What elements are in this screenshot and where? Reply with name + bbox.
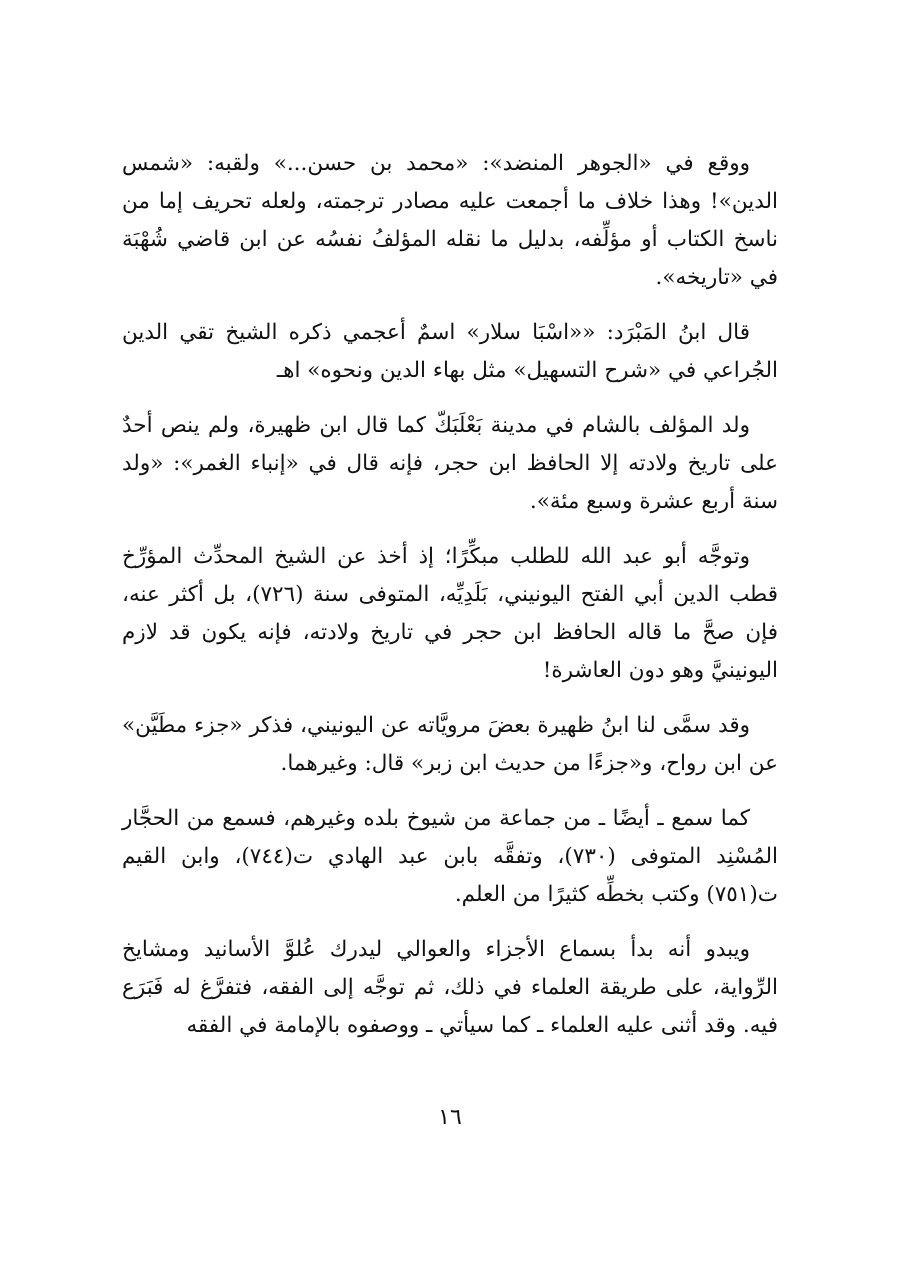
- paragraph-3: ولد المؤلف بالشام في مدينة بَعْلَبَكّ كما قال ابن ظهيرة، ولم ينص أحدٌ على تاريخ ولادته إلا الحافظ ابن حجر، فإنه قال في «إنباء الغمر»: «ولد سنة أربع عشرة وسبع مئة».: [122, 413, 778, 514]
- paragraph-4: وتوجَّه أبو عبد الله للطلب مبكِّرًا؛ إذ أخذ عن الشيخ المحدِّث المؤرِّخ قطب الدين أبي الفتح اليونيني، بَلَدِيِّه، المتوفى سنة (٧٢٦)، بل أكثر عنه، فإن صحَّ ما قاله الحافظ ابن حجر في تاريخ ولادته، فإنه يكون قد لازم اليونينيَّ وهو دون العاشرة!: [122, 544, 778, 683]
- paragraph-1: ووقع في «الجوهر المنضد»: «محمد بن حسن...» ولقبه: «شمس الدين»! وهذا خلاف ما أجمعت عليه مصادر ترجمته، ولعله تحريف إما من ناسخ الكتاب أو مؤلِّفه، بدليل ما نقله المؤلفُ نفسُه عن ابن قاضي شُهْبَة في «تاريخه».: [122, 151, 778, 290]
- paragraph-6: كما سمع ـ أيضًا ـ من جماعة من شيوخ بلده وغيرهم، فسمع من الحجَّار المُسْنِد المتوفى (٧٣٠)، وتفقَّه بابن عبد الهادي ت(٧٤٤)، وابن القيم ت(٧٥١) وكتب بخطِّه كثيرًا من العلم.: [122, 806, 778, 907]
- paragraph-2: قال ابنُ المَبْرَد: ««اسْبَا سلار» اسمٌ أعجمي ذكره الشيخ تقي الدين الجُراعي في «شرح التسهيل» مثل بهاء الدين ونحوه» اهـ: [122, 320, 778, 383]
- paragraph-5: وقد سمَّى لنا ابنُ ظهيرة بعضَ مرويَّاته عن اليونيني، فذكر «جزء مطَيَّن» عن ابن رواح، و«جزءًا من حديث ابن زبر» قال: وغيرهما.: [122, 713, 778, 776]
- paragraph-7: ويبدو أنه بدأ بسماع الأجزاء والعوالي ليدرك عُلوَّ الأسانيد ومشايخ الرِّواية، على طريقة العلماء في ذلك، ثم توجَّه إلى الفقه، فتفرَّغ له فَبَرَع فيه. وقد أثنى عليه العلماء ـ كما سيأتي ـ ووصفوه بالإمامة في الفقه: [122, 937, 778, 1038]
- page-number: ١٦: [438, 1105, 462, 1130]
- body-text: [122, 145, 778, 1062]
